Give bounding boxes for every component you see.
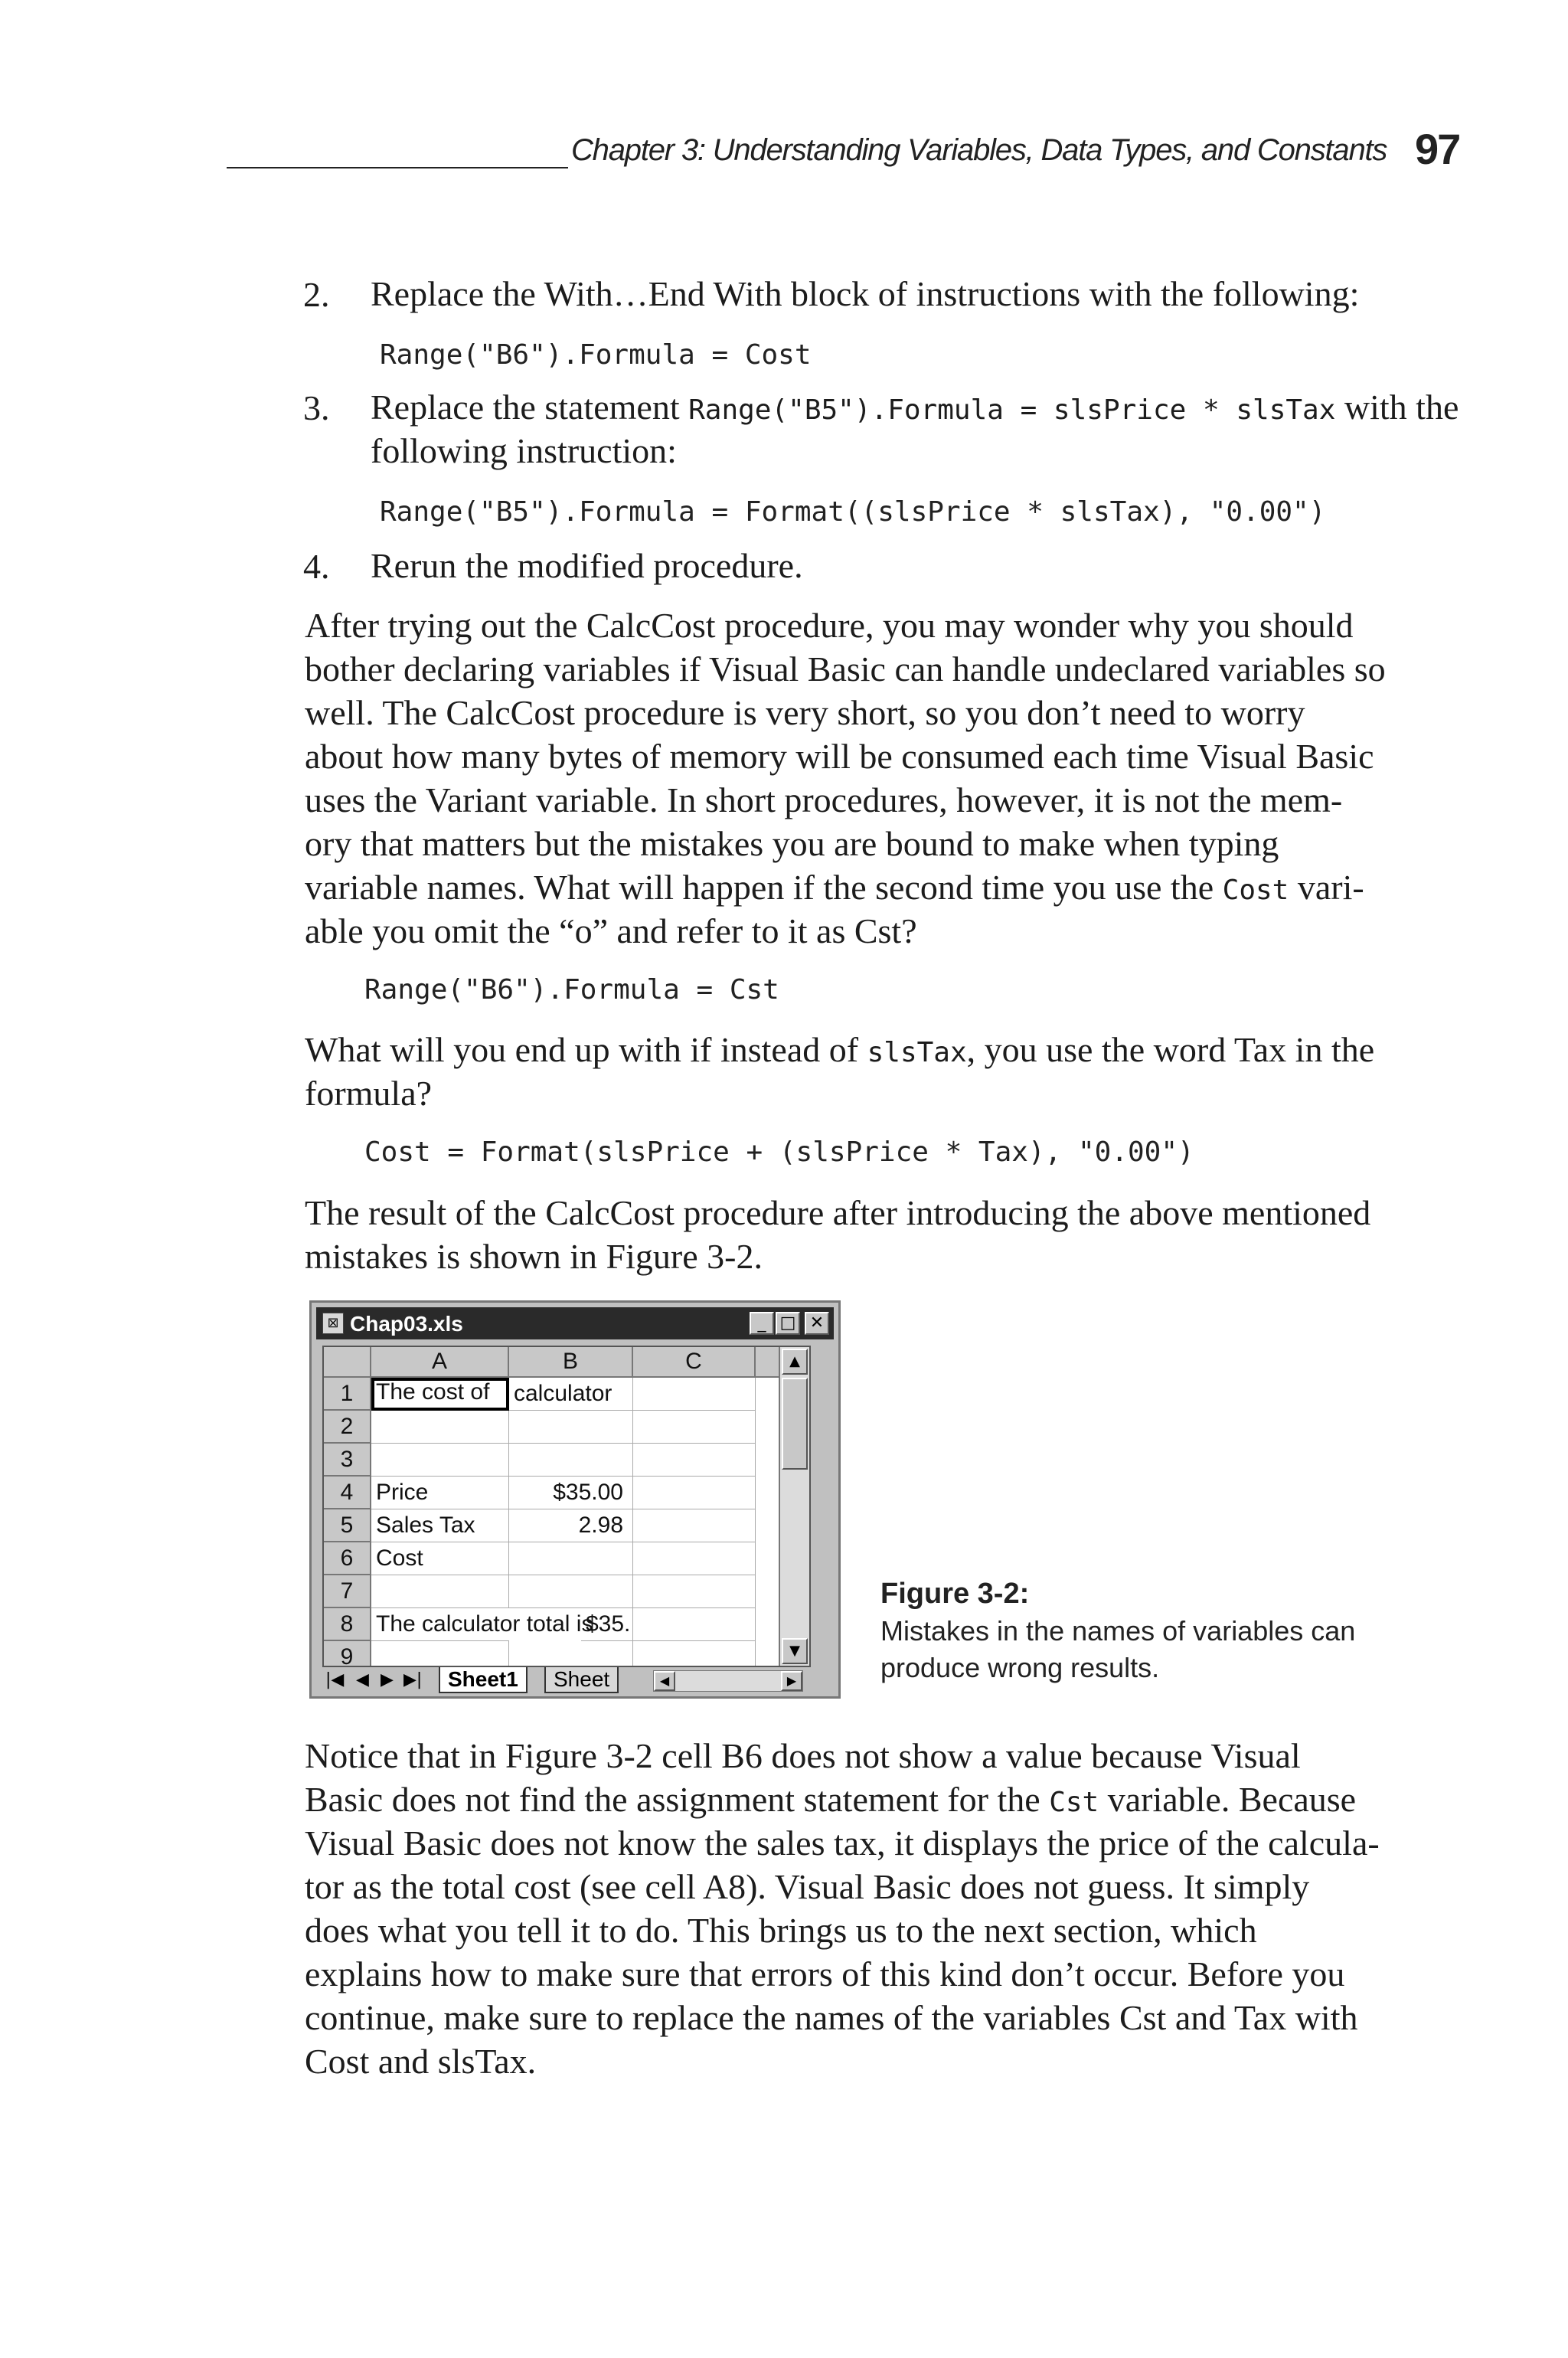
- column-header-a[interactable]: A: [371, 1347, 509, 1378]
- cell-a7[interactable]: [371, 1575, 509, 1608]
- step-text: following instruction:: [371, 431, 677, 470]
- minimize-button[interactable]: [750, 1312, 774, 1335]
- paragraph-line: does what you tell it to do. This brings us to the next section, which: [305, 1911, 1257, 1950]
- step-number: 2.: [303, 275, 330, 314]
- arrow-down-icon: ▼: [789, 1643, 800, 1659]
- code-line: Range("B6").Formula = Cost: [380, 339, 812, 371]
- cell-c1[interactable]: [633, 1378, 756, 1411]
- cell-b3[interactable]: [509, 1444, 633, 1477]
- maximize-icon: □: [779, 1313, 796, 1333]
- first-sheet-icon[interactable]: |◀: [325, 1670, 345, 1689]
- next-sheet-icon[interactable]: ▶: [381, 1670, 394, 1689]
- cell-a4[interactable]: Price: [371, 1477, 509, 1509]
- paragraph-line: tor as the total cost (see cell A8). Visual Basic does not guess. It simply: [305, 1867, 1310, 1906]
- paragraph-line: Basic does not find the assignment statement for the Cst variable. Because: [305, 1780, 1357, 1819]
- cell-b7[interactable]: [509, 1575, 633, 1608]
- paragraph-line: well. The CalcCost procedure is very short, so you don’t need to worry: [305, 693, 1305, 732]
- inline-code: Cost: [1222, 875, 1289, 906]
- window-title: Chap03.xls: [350, 1312, 463, 1336]
- row-header[interactable]: 6: [324, 1542, 371, 1575]
- paragraph-line: Notice that in Figure 3-2 cell B6 does not show a value because Visual: [305, 1736, 1301, 1775]
- paragraph-line: formula?: [305, 1074, 433, 1113]
- cell-c8[interactable]: [633, 1608, 756, 1641]
- excel-window: [309, 1300, 841, 1699]
- tab-sheet1[interactable]: Sheet1: [439, 1667, 528, 1693]
- cell-c9[interactable]: [633, 1641, 756, 1667]
- window-titlebar[interactable]: [316, 1307, 834, 1339]
- header-rule: [227, 167, 568, 168]
- scroll-up-button[interactable]: [782, 1349, 808, 1375]
- paragraph-line: What will you end up with if instead of slsTax, you use the word Tax in the: [305, 1030, 1375, 1069]
- row-header[interactable]: 8: [324, 1608, 371, 1641]
- row-header[interactable]: 9: [324, 1641, 371, 1667]
- arrow-left-icon: ◀: [659, 1673, 670, 1688]
- scroll-thumb[interactable]: [782, 1378, 808, 1470]
- cell-a5[interactable]: Sales Tax: [371, 1509, 509, 1542]
- page-number: 97: [1415, 125, 1460, 173]
- step-number: 3.: [303, 388, 330, 427]
- cell-a9[interactable]: [371, 1641, 509, 1667]
- column-header-c[interactable]: C: [633, 1347, 756, 1378]
- inline-code: slsTax: [867, 1037, 967, 1068]
- paragraph-line: Visual Basic does not know the sales tax, it displays the price of the calcula-: [305, 1823, 1380, 1863]
- row-header[interactable]: 5: [324, 1509, 371, 1542]
- cell-c2[interactable]: [633, 1411, 756, 1444]
- cell-c7[interactable]: [633, 1575, 756, 1608]
- column-header-b[interactable]: B: [509, 1347, 633, 1378]
- figure-caption-label: Figure 3-2:: [880, 1578, 1030, 1610]
- cell-b4[interactable]: $35.00: [509, 1477, 633, 1509]
- row-header[interactable]: 7: [324, 1575, 371, 1608]
- cell-a1[interactable]: The cost of: [371, 1378, 509, 1411]
- maximize-button[interactable]: [776, 1312, 800, 1335]
- cell-a8[interactable]: The calculator total is: [371, 1608, 509, 1641]
- code-line: Range("B6").Formula = Cst: [364, 974, 779, 1006]
- cell-c6[interactable]: [633, 1542, 756, 1575]
- minimize-icon: _: [757, 1313, 766, 1333]
- horizontal-scrollbar[interactable]: [653, 1670, 803, 1692]
- select-all-corner[interactable]: [324, 1347, 371, 1378]
- active-cell-border: [371, 1378, 509, 1411]
- inline-code: Cst: [1049, 1787, 1099, 1818]
- paragraph-line: ory that matters but the mistakes you are bound to make when typing: [305, 824, 1279, 863]
- paragraph-line: able you omit the “o” and refer to it as Cst?: [305, 911, 917, 950]
- paragraph-line: about how many bytes of memory will be consumed each time Visual Basic: [305, 737, 1374, 776]
- cell-a2[interactable]: [371, 1411, 509, 1444]
- cell-b1[interactable]: calculator: [509, 1378, 633, 1411]
- vertical-scrollbar[interactable]: [779, 1347, 809, 1666]
- cell-a3[interactable]: [371, 1444, 509, 1477]
- excel-document-icon[interactable]: ⊠: [322, 1313, 344, 1334]
- paragraph-line: After trying out the CalcCost procedure, you may wonder why you should: [305, 606, 1354, 645]
- cell-a6[interactable]: Cost: [371, 1542, 509, 1575]
- step-text: Rerun the modified procedure.: [371, 546, 803, 585]
- figure-caption-text: Mistakes in the names of variables can produce wrong results.: [880, 1615, 1356, 1683]
- chapter-title: Chapter 3: Understanding Variables, Data Types, and Constants: [571, 133, 1387, 167]
- inline-code: Range("B5").Formula = slsPrice * slsTax: [688, 394, 1336, 426]
- row-header[interactable]: 2: [324, 1411, 371, 1444]
- scroll-right-button[interactable]: [781, 1671, 802, 1691]
- last-sheet-icon[interactable]: ▶|: [403, 1670, 423, 1689]
- cell-b2[interactable]: [509, 1411, 633, 1444]
- paragraph-line: uses the Variant variable. In short procedures, however, it is not the mem-: [305, 780, 1343, 819]
- step-number: 4.: [303, 547, 330, 586]
- paragraph-line: mistakes is shown in Figure 3-2.: [305, 1237, 763, 1276]
- cell-b6[interactable]: [509, 1542, 633, 1575]
- cell-b8[interactable]: $35.: [581, 1608, 633, 1641]
- arrow-up-icon: ▲: [789, 1353, 800, 1369]
- sheet-tab-bar: [322, 1667, 811, 1695]
- step-text: Replace the statement Range("B5").Formula = slsPrice * slsTax with the: [371, 388, 1459, 427]
- worksheet-grid: [322, 1346, 811, 1667]
- close-button[interactable]: [805, 1312, 829, 1335]
- cell-c5[interactable]: [633, 1509, 756, 1542]
- paragraph-line: continue, make sure to replace the names of the variables Cst and Tax with: [305, 1998, 1358, 2037]
- code-line: Range("B5").Formula = Format((slsPrice * slsTax), "0.00"): [380, 496, 1326, 528]
- close-icon: ✕: [809, 1313, 825, 1333]
- row-header[interactable]: 1: [324, 1378, 371, 1411]
- code-line: Cost = Format(slsPrice + (slsPrice * Tax), "0.00"): [364, 1136, 1194, 1168]
- tab-sheet[interactable]: Sheet: [544, 1667, 619, 1693]
- prev-sheet-icon[interactable]: ◀: [356, 1670, 369, 1689]
- arrow-right-icon: ▶: [786, 1673, 797, 1688]
- paragraph-line: The result of the CalcCost procedure after introducing the above mentioned: [305, 1193, 1371, 1232]
- row-header[interactable]: 3: [324, 1444, 371, 1477]
- cell-c3[interactable]: [633, 1444, 756, 1477]
- paragraph-line: Cost and slsTax.: [305, 2042, 537, 2081]
- scroll-left-button[interactable]: [654, 1671, 675, 1691]
- scroll-down-button[interactable]: [782, 1638, 808, 1664]
- paragraph-line: explains how to make sure that errors of this kind don’t occur. Before you: [305, 1954, 1345, 1993]
- paragraph-line: bother declaring variables if Visual Basic can handle undeclared variables so: [305, 649, 1386, 688]
- cell-b5[interactable]: 2.98: [509, 1509, 633, 1542]
- cell-c4[interactable]: [633, 1477, 756, 1509]
- cell-b9[interactable]: [509, 1641, 633, 1667]
- row-header[interactable]: 4: [324, 1477, 371, 1509]
- paragraph-line: variable names. What will happen if the second time you use the Cost vari-: [305, 868, 1364, 907]
- step-text: Replace the With…End With block of instructions with the following:: [371, 274, 1360, 313]
